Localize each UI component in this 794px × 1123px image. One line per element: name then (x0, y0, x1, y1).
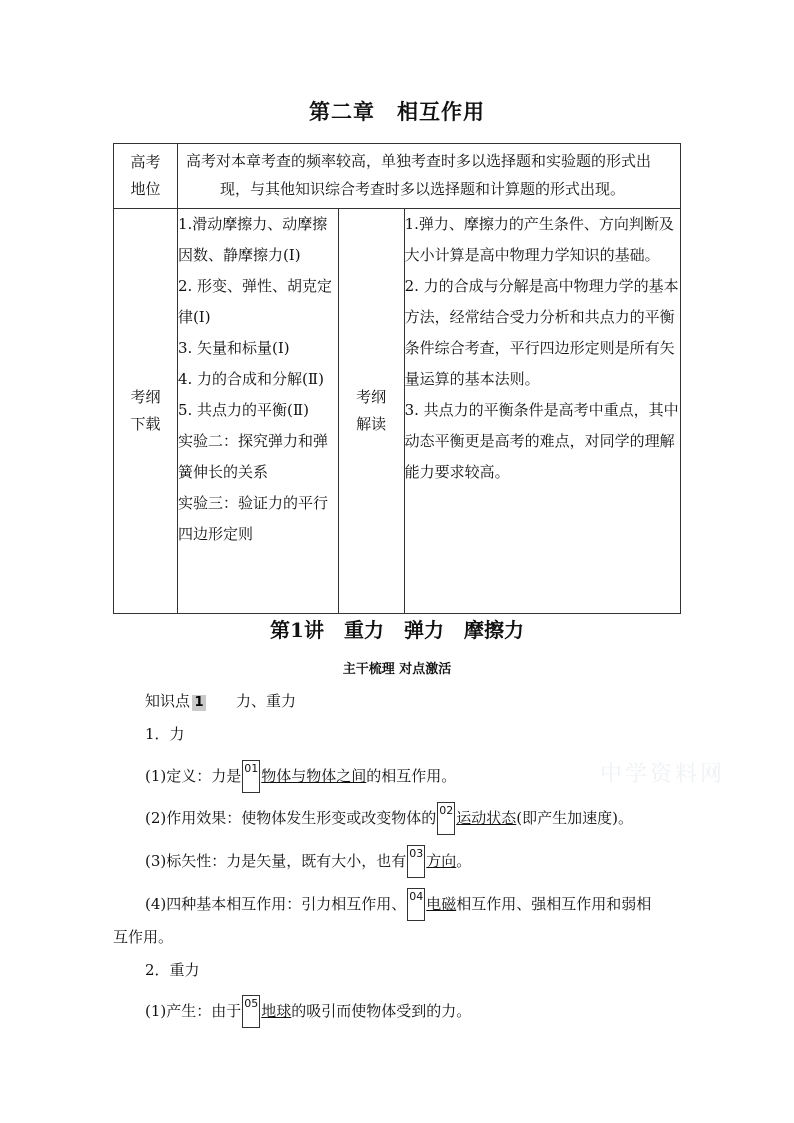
outline-item: 4. 力的合成和分解(Ⅱ) (177, 370, 324, 388)
interpretation-item: 1.弹力、摩擦力的产生条件、方向判断及大小计算是高中物理力学知识的基础。 (404, 215, 674, 264)
outline-item: 实验三：验证力的平行四边形定则 (177, 494, 328, 543)
answer-text: 物体与物体之间 (261, 767, 367, 785)
origin-line: (1)产生：由于 05 地球的吸引而使物体受到的力。 (145, 995, 471, 1028)
chapter-name: 相互作用 (397, 99, 485, 124)
effect-line: (2)作用效果：使物体发生形变或改变物体的 02 运动状态(即产生加速度)。 (145, 802, 633, 835)
answer-text: 地球 (261, 1002, 292, 1020)
interpretation-label: 考纲解读 (338, 209, 404, 614)
outline-item: 1.滑动摩擦力、动摩擦因数、静摩擦力(Ⅰ) (177, 215, 328, 264)
interpretation-item: 2. 力的合成与分解是高中物理力学的基本方法，经常结合受力分析和共点力的平衡条件综合考查，平行四边形定则是所有矢量运算的基本法则。 (404, 277, 679, 388)
chapter-number: 第二章 (309, 99, 375, 124)
outline-item: 实验二：探究弹力和弹簧伸长的关系 (177, 432, 328, 481)
outline-label: 考纲下载 (114, 209, 178, 614)
heading-force: 1．力 (145, 725, 185, 743)
interpretation-item: 3. 共点力的平衡条件是高考中重点，其中动态平衡更是高考的难点，对同学的理解能力要求较高。 (404, 401, 679, 481)
exam-position-label: 高考地位 (114, 144, 178, 209)
exam-info-table (113, 143, 681, 614)
interactions-line: (4)四种基本相互作用：引力相互作用、 04 电磁相互作用、强相互作用和弱相 (145, 888, 651, 921)
outline-list (177, 209, 338, 614)
lecture-title: 第1讲 重力 弹力 摩擦力 (270, 618, 524, 642)
interactions-line-cont: 互作用。 (113, 928, 174, 946)
outline-item: 2. 形变、弹性、胡克定律(Ⅰ) (177, 277, 333, 326)
blank-box: 05 (242, 995, 260, 1028)
exam-position-text: 高考对本章考查的频率较高，单独考查时多以选择题和实验题的形式出 现，与其他知识综合考查时多以选择题和计算题的形式出现。 (177, 144, 680, 209)
blank-box: 03 (407, 845, 425, 878)
knowledge-point-header: 知识点 1 力、重力 (145, 692, 297, 710)
blank-box: 04 (407, 888, 425, 921)
answer-text: 方向 (426, 852, 457, 870)
exam-position-row (114, 144, 681, 209)
interpretation-list (404, 209, 680, 614)
heading-gravity: 2．重力 (145, 961, 200, 979)
blank-box: 01 (242, 760, 260, 793)
definition-line: (1)定义：力是 01 物体与物体之间的相互作用。 (145, 760, 456, 793)
section-subtitle: 主干梳理 对点激活 (342, 662, 452, 677)
outline-row (114, 209, 681, 614)
watermark: 中学资料网 (600, 762, 726, 787)
chapter-title (0, 96, 794, 126)
answer-text: 电磁 (426, 895, 457, 913)
knowledge-point-number: 1 (192, 695, 206, 711)
vector-line: (3)标矢性：力是矢量，既有大小，也有 03 方向。 (145, 845, 471, 878)
blank-box: 02 (437, 802, 455, 835)
outline-item: 3. 矢量和标量(Ⅰ) (177, 339, 290, 357)
answer-text: 运动状态 (456, 809, 517, 827)
knowledge-point-title: 力、重力 (236, 692, 297, 710)
outline-item: 5. 共点力的平衡(Ⅱ) (177, 401, 309, 419)
